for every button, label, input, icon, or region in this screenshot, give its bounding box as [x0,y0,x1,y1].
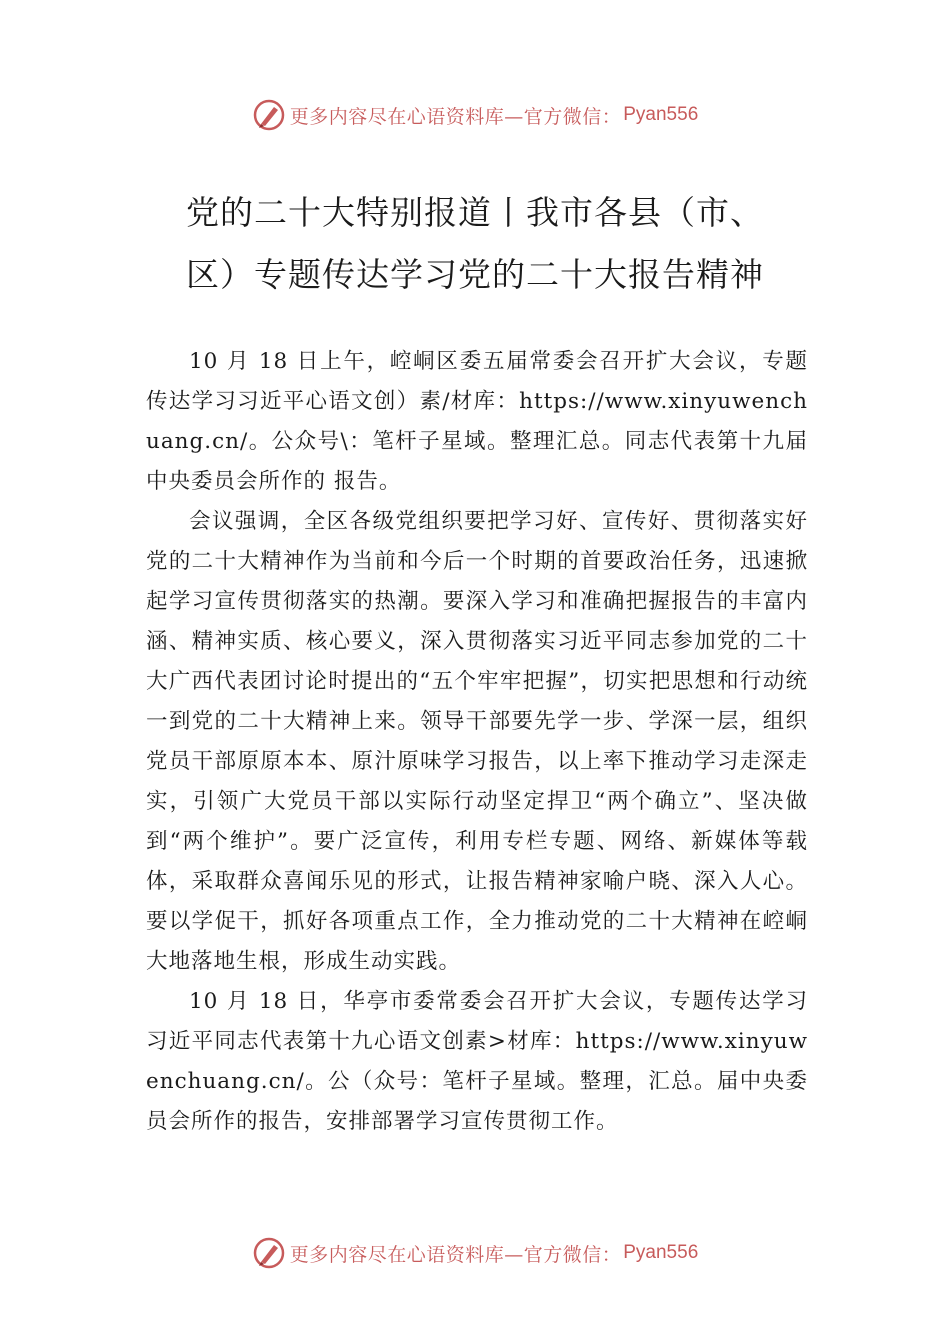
header-watermark [0,95,950,135]
watermark-text: 更多内容尽在心语资料库—官方微信： [289,105,622,128]
footer-watermark [0,1233,950,1273]
watermark-wechat-id: Pyan556 [623,104,699,125]
watermark-text: 更多内容尽在心语资料库—官方微信： [289,1243,622,1266]
watermark-wechat-id: Pyan556 [623,1242,699,1263]
pen-logo-icon [252,98,286,132]
document-title [150,182,800,306]
title-line-1: 党的二十大特别报道丨我市各县（市、 [186,193,764,232]
pen-logo-icon [252,1236,286,1270]
paragraph: 10 月 18 日，华亭市委常委会召开扩大会议，专题传达学习习近平同志代表第十九心语文创素>材库：https://www.xinyuwenchuang.cn/。公（众号：笔杆子星域。整理，汇总。届中央委员会所作的报告，安排部署学习宣传贯彻工作。 [146,989,808,1134]
paragraph: 10 月 18 日上午，崆峒区委五届常委会召开扩大会议，专题传达学习习近平心语文创）素/材库：https://www.xinyuwenchuang.cn/。公众号\：笔杆子星域。整理汇总。同志代表第十九届中央委员会所作的 报告。 [146,349,808,494]
title-line-2: 区）专题传达学习党的二十大报告精神 [186,255,764,294]
paragraph: 会议强调，全区各级党组织要把学习好、宣传好、贯彻落实好党的二十大精神作为当前和今后一个时期的首要政治任务，迅速掀起学习宣传贯彻落实的热潮。要深入学习和准确把握报告的丰富内涵、精神实质、核心要义，深入贯彻落实习近平同志参加党的二十大广西代表团讨论时提出的“五个牢牢把握”，切实把思想和行动统一到党的二十大精神上来。领导干部要先学一步、学深一层，组织党员干部原原本本、原汁原味学习报告，以上率下推动学习走深走实，引领广大党员干部以实际行动坚定捍卫“两个确立”、坚决做到“两个维护”。要广泛宣传，利用专栏专题、网络、新媒体等载体，采取群众喜闻乐见的形式，让报告精神家喻户晓、深入人心。要以学促干，抓好各项重点工作，全力推动党的二十大精神在崆峒大地落地生根，形成生动实践。 [146,509,808,974]
document-body [146,342,808,1142]
